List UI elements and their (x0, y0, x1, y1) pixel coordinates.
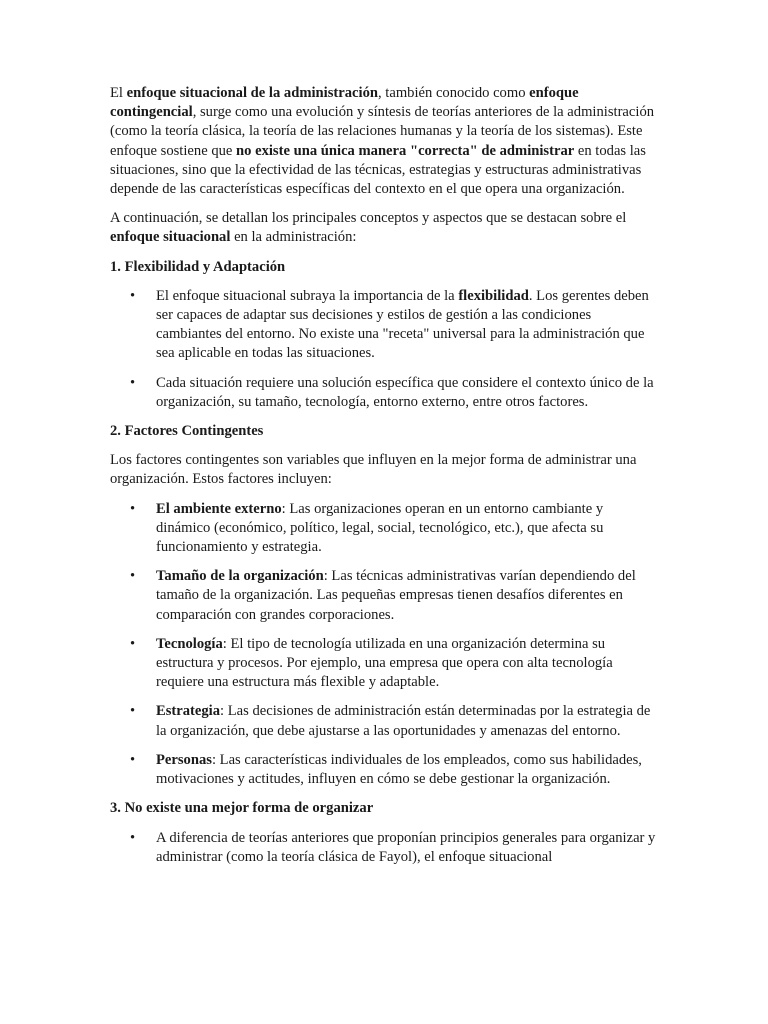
intro-paragraph (110, 84, 660, 199)
bullet-list-flexibilidad (110, 287, 660, 412)
section-heading-flexibilidad: 1. Flexibilidad y Adaptación (110, 258, 286, 275)
list-item (110, 635, 660, 693)
bold-term: enfoque situacional (110, 229, 231, 246)
text-run: en la administración: (230, 229, 357, 246)
bullet-list-factores (110, 500, 660, 790)
text-run: , surge como una evolución y síntesis de teorías anteriores de la administración (como la teoría clásica, la teoría de las relaciones humanas y la teoría de los sistemas). Este enfoque sostiene que (110, 104, 655, 159)
list-item (110, 374, 660, 412)
bold-term: Tecnología (156, 635, 223, 652)
text-run: : Las técnicas administrativas varían dependiendo del tamaño de la organización. Las pequeñas empresas tienen desafíos diferentes en comparación con grandes corporaciones. (156, 568, 636, 623)
list-item (110, 500, 660, 558)
factores-intro-paragraph: Los factores contingentes son variables que influyen en la mejor forma de administrar una organización. Estos factores incluyen: (110, 452, 637, 488)
bold-term: Tamaño de la organización (156, 568, 324, 585)
list-item (110, 829, 660, 867)
text-run: . Los gerentes deben ser capaces de adaptar sus decisiones y estilos de gestión a las condiciones cambiantes del entorno. No existe una "receta" universal para la administración que sea aplicable en todas las situaciones. (156, 287, 649, 362)
text-run: : Las características individuales de los empleados, como sus habilidades, motivaciones y actitudes, influyen en cómo se debe gestionar la organización. (156, 751, 642, 788)
text-run: : Las organizaciones operan en un entorno cambiante y dinámico (económico, político, legal, social, tecnológico, etc.), que afecta su funcionamiento y estrategia. (156, 500, 604, 556)
list-item (110, 287, 660, 364)
bold-term: enfoque contingencial (110, 85, 579, 121)
text-run: Cada situación requiere una solución específica que considere el contexto único de la organización, su tamaño, tecnología, entorno externo, entre otros factores. (156, 374, 654, 410)
text-run: en todas las situaciones, sino que la efectividad de las técnicas, estrategias y estructuras administrativas depende de las características específicas del contexto en el que opera una organización. (110, 142, 646, 198)
bold-term: Estrategia (156, 703, 221, 720)
list-item (110, 567, 660, 625)
list-item (110, 702, 660, 740)
intro-paragraph-2 (110, 209, 660, 247)
section-heading-mejor-forma: 3. No existe una mejor forma de organizar (110, 800, 374, 817)
bullet-list-mejor-forma (110, 829, 660, 867)
text-run: A diferencia de teorías anteriores que proponían principios generales para organizar y administrar (como la teoría clásica de Fayol), el enfoque situacional (156, 829, 656, 865)
bold-term: enfoque situacional de la administración (126, 85, 378, 101)
text-run: El enfoque situacional subraya la importancia de la (156, 287, 459, 304)
section-heading-factores: 2. Factores Contingentes (110, 423, 264, 440)
text-run: : El tipo de tecnología utilizada en una organización determina su estructura y procesos. Por ejemplo, una empresa que opera con alta tecnología requiere una estructura más flexible y adaptable. (156, 635, 613, 691)
document-page (110, 84, 660, 877)
bold-term: Personas (156, 751, 212, 768)
bold-term: El ambiente externo (156, 500, 282, 517)
bold-term: flexibilidad (458, 287, 529, 304)
text-run: , también conocido como (377, 85, 530, 101)
list-item (110, 751, 660, 789)
text-run: El (110, 85, 127, 101)
text-run: : Las decisiones de administración están determinadas por la estrategia de la organización, que debe ajustarse a las oportunidades y amenazas del entorno. (156, 703, 651, 739)
bold-term: no existe una única manera "correcta" de administrar (236, 142, 575, 159)
text-run: A continuación, se detallan los principales conceptos y aspectos que se destacan sobre el (110, 210, 627, 227)
